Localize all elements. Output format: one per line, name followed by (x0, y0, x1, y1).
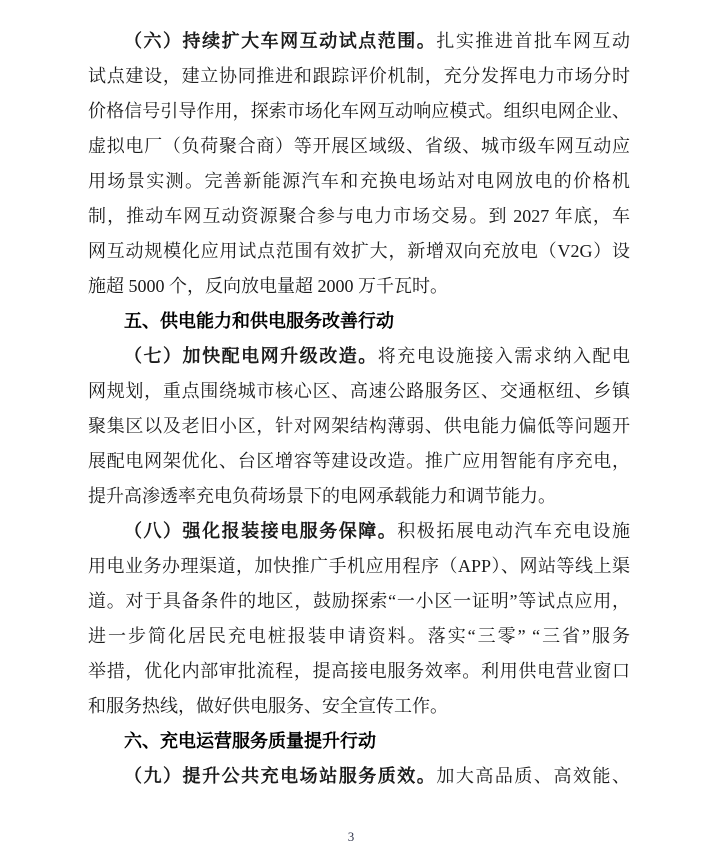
text-run: 展配电网架优化、台区增容等建设改造。推广应用智能有序充电， (88, 451, 630, 471)
bold-text-run: 六、充电运营服务质量提升行动 (124, 731, 376, 751)
section-heading (88, 724, 630, 759)
text-run: 用电业务办理渠道，加快推广手机应用程序（APP）、网站等线上渠 (88, 556, 630, 576)
text-line (88, 584, 630, 619)
text-line (88, 374, 630, 409)
document-content (88, 24, 630, 794)
text-run: 虚拟电厂（负荷聚合商）等开展区域级、省级、城市级车网互动应 (88, 136, 630, 156)
text-line (88, 619, 630, 654)
text-line (88, 444, 630, 479)
text-run: 将充电设施接入需求纳入配电 (377, 346, 630, 366)
text-line (88, 339, 630, 374)
text-run: 聚集区以及老旧小区，针对网架结构薄弱、供电能力偏低等问题开 (88, 416, 630, 436)
text-line (88, 514, 630, 549)
bold-text-run: 五、供电能力和供电服务改善行动 (124, 311, 394, 331)
text-line (88, 549, 630, 584)
text-line (88, 164, 630, 199)
text-line (88, 759, 630, 794)
text-run: 提升高渗透率充电负荷场景下的电网承载能力和调节能力。 (88, 486, 556, 506)
section-heading (88, 304, 630, 339)
bold-text-run: （六）持续扩大车网互动试点范围。 (124, 31, 437, 51)
text-run: 举措，优化内部审批流程，提高接电服务效率。利用供电营业窗口 (88, 661, 630, 681)
bold-text-run: （九）提升公共充电场站服务质效。 (124, 766, 437, 786)
bold-text-run: （八）强化报装接电服务保障。 (124, 521, 398, 541)
text-line (88, 94, 630, 129)
text-line (88, 199, 630, 234)
text-line (88, 24, 630, 59)
text-run: 和服务热线，做好供电服务、安全宣传工作。 (88, 696, 448, 716)
text-line (88, 689, 630, 724)
text-line (88, 129, 630, 164)
text-run: 道。对于具备条件的地区，鼓励探索“一小区一证明”等试点应用， (88, 591, 630, 611)
text-run: 制，推动车网互动资源聚合参与电力市场交易。到 2027 年底，车 (88, 206, 630, 226)
text-run: 进一步简化居民充电桩报装申请资料。落实“三零” “三省”服务 (88, 626, 630, 646)
text-line (88, 479, 630, 514)
text-run: 施超 5000 个，反向放电量超 2000 万千瓦时。 (88, 276, 448, 296)
bold-text-run: （七）加快配电网升级改造。 (124, 346, 378, 366)
text-line (88, 269, 630, 304)
text-line (88, 234, 630, 269)
text-line (88, 409, 630, 444)
text-run: 试点建设，建立协同推进和跟踪评价机制，充分发挥电力市场分时 (88, 66, 630, 86)
text-line (88, 59, 630, 94)
text-run: 网互动规模化应用试点范围有效扩大，新增双向充放电（V2G）设 (88, 241, 630, 261)
page-number: 3 (347, 829, 355, 844)
text-run: 扎实推进首批车网互动 (436, 31, 630, 51)
text-run: 价格信号引导作用，探索市场化车网互动响应模式。组织电网企业、 (88, 101, 630, 121)
text-run: 加大高品质、高效能、 (436, 766, 630, 786)
text-run: 积极拓展电动汽车充电设施 (397, 521, 630, 541)
text-run: 用场景实测。完善新能源汽车和充换电场站对电网放电的价格机 (88, 171, 630, 191)
text-line (88, 654, 630, 689)
text-run: 网规划，重点围绕城市核心区、高速公路服务区、交通枢纽、乡镇 (88, 381, 630, 401)
